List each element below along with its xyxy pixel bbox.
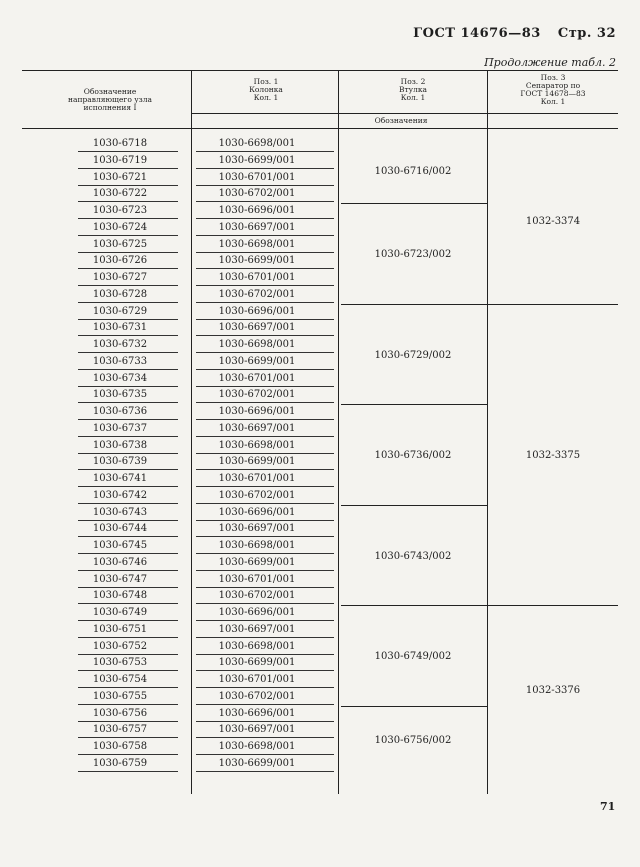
row-underline-column: [196, 771, 334, 772]
bushing-designation: 1030-6723/002: [374, 249, 452, 261]
page-header: [413, 26, 616, 41]
column-divider-1: [191, 70, 192, 794]
row-underline-column: [196, 151, 334, 152]
bushing-designation: 1030-6716/002: [374, 165, 452, 177]
guide-unit-designation: 1030-6726: [92, 255, 148, 267]
column-designation: 1030-6702/001: [218, 590, 296, 602]
row-underline-column: [196, 369, 334, 370]
row-underline-designation: [78, 151, 178, 152]
guide-unit-designation: 1030-6759: [92, 757, 148, 769]
row-underline-designation: [78, 654, 178, 655]
row-underline-column: [196, 235, 334, 236]
column-divider-3: [487, 70, 488, 794]
column-designation: 1030-6699/001: [218, 657, 296, 669]
row-underline-designation: [78, 419, 178, 420]
column-designation: 1030-6699/001: [218, 255, 296, 267]
header-pos3: Поз. 3 Сепаратор по ГОСТ 14678—83 Кол. 1: [520, 73, 586, 106]
bushing-designation: 1030-6756/002: [374, 735, 452, 746]
row-underline-column: [196, 570, 334, 571]
row-underline-column: [196, 486, 334, 487]
guide-unit-designation: 1030-6734: [92, 372, 148, 384]
row-underline-designation: [78, 168, 178, 169]
column-designation: 1030-6697/001: [218, 523, 296, 535]
header-bottom-border: [22, 128, 191, 129]
page-number: 71: [600, 800, 616, 813]
guide-unit-designation: 1030-6724: [92, 221, 148, 233]
row-underline-column: [196, 687, 334, 688]
column-designation: 1030-6698/001: [218, 339, 296, 350]
row-underline-column: [196, 553, 334, 554]
row-underline-column: [196, 185, 334, 186]
row-underline-designation: [78, 436, 178, 437]
row-underline-designation: [78, 252, 178, 253]
row-underline-column: [196, 704, 334, 705]
column-designation: 1030-6699/001: [218, 456, 296, 468]
column-designation: 1030-6697/001: [218, 623, 296, 635]
row-underline-column: [196, 587, 334, 588]
row-underline-column: [196, 654, 334, 655]
row-underline-column: [196, 252, 334, 253]
group-divider: [341, 505, 487, 506]
row-underline-designation: [78, 603, 178, 604]
row-underline-designation: [78, 185, 178, 186]
bushing-designation: 1030-6736/002: [374, 450, 452, 462]
column-designation: 1030-6698/001: [218, 640, 296, 652]
row-underline-column: [196, 218, 334, 219]
row-underline-designation: [78, 402, 178, 403]
guide-unit-designation: 1030-6739: [92, 456, 148, 468]
row-underline-designation: [78, 285, 178, 286]
row-underline-designation: [78, 721, 178, 722]
separator-designation: 1032-3374: [525, 215, 581, 227]
column-designation: 1030-6698/001: [218, 138, 296, 149]
row-underline-designation: [78, 687, 178, 688]
row-underline-designation: [78, 218, 178, 219]
row-underline-designation: [78, 520, 178, 521]
row-underline-designation: [78, 335, 178, 336]
group-divider: [341, 605, 487, 606]
row-underline-column: [196, 419, 334, 420]
header-pos2: Поз. 2 Втулка Кол. 1: [399, 77, 427, 102]
group-divider: [341, 203, 487, 204]
guide-unit-designation: 1030-6745: [92, 540, 148, 551]
row-underline-designation: [78, 670, 178, 671]
guide-unit-designation: 1030-6732: [92, 339, 148, 350]
guide-unit-designation: 1030-6741: [92, 473, 148, 484]
column-designation: 1030-6699/001: [218, 556, 296, 568]
row-underline-column: [196, 319, 334, 320]
guide-unit-designation: 1030-6749: [92, 607, 148, 618]
row-underline-column: [196, 335, 334, 336]
column-designation: 1030-6701/001: [218, 272, 296, 283]
row-underline-designation: [78, 771, 178, 772]
guide-unit-designation: 1030-6718: [92, 138, 148, 149]
guide-unit-designation: 1030-6751: [92, 623, 148, 635]
column-designation: 1030-6696/001: [218, 506, 296, 518]
separator-divider: [487, 304, 618, 305]
guide-unit-designation: 1030-6744: [92, 523, 148, 535]
row-underline-column: [196, 268, 334, 269]
guide-unit-designation: 1030-6756: [92, 707, 148, 719]
column-designation: 1030-6699/001: [218, 154, 296, 166]
row-underline-designation: [78, 319, 178, 320]
bushing-designation: 1030-6743/002: [374, 550, 452, 562]
column-designation: 1030-6698/001: [218, 238, 296, 250]
column-designation: 1030-6702/001: [218, 489, 296, 501]
column-designation: 1030-6701/001: [218, 473, 296, 484]
column-designation: 1030-6699/001: [218, 355, 296, 367]
row-underline-designation: [78, 268, 178, 269]
column-designation: 1030-6696/001: [218, 707, 296, 719]
row-underline-column: [196, 453, 334, 454]
row-underline-designation: [78, 637, 178, 638]
row-underline-column: [196, 168, 334, 169]
column-designation: 1030-6702/001: [218, 188, 296, 200]
row-underline-column: [196, 302, 334, 303]
row-underline-column: [196, 670, 334, 671]
guide-unit-designation: 1030-6738: [92, 439, 148, 451]
subheader-top-border: [191, 113, 618, 114]
guide-unit-designation: 1030-6736: [92, 406, 148, 417]
guide-unit-designation: 1030-6719: [92, 154, 148, 166]
separator-designation: 1032-3376: [525, 684, 581, 696]
guide-unit-designation: 1030-6743: [92, 506, 148, 518]
row-underline-column: [196, 754, 334, 755]
group-divider: [341, 304, 487, 305]
row-underline-column: [196, 520, 334, 521]
row-underline-designation: [78, 553, 178, 554]
column-designation: 1030-6696/001: [218, 406, 296, 417]
column-designation: 1030-6698/001: [218, 741, 296, 752]
guide-unit-designation: 1030-6721: [92, 171, 148, 183]
guide-unit-designation: 1030-6753: [92, 657, 148, 669]
row-underline-column: [196, 637, 334, 638]
column-designation: 1030-6697/001: [218, 422, 296, 434]
guide-unit-designation: 1030-6737: [92, 422, 148, 434]
guide-unit-designation: 1030-6723: [92, 205, 148, 216]
group-divider: [341, 706, 487, 707]
column-divider-2: [338, 70, 339, 794]
separator-divider: [487, 605, 618, 606]
guide-unit-designation: 1030-6729: [92, 305, 148, 317]
guide-unit-designation: 1030-6722: [92, 188, 148, 200]
row-underline-column: [196, 352, 334, 353]
page-label: Стр. 32: [557, 26, 616, 41]
row-underline-column: [196, 402, 334, 403]
row-underline-column: [196, 285, 334, 286]
row-underline-column: [196, 201, 334, 202]
row-underline-column: [196, 721, 334, 722]
guide-unit-designation: 1030-6727: [92, 272, 148, 283]
row-underline-column: [196, 386, 334, 387]
row-underline-column: [196, 737, 334, 738]
standard-number: ГОСТ 14676—83: [413, 26, 541, 41]
bushing-designation: 1030-6729/002: [374, 349, 452, 361]
guide-unit-designation: 1030-6752: [92, 640, 148, 652]
column-designation: 1030-6701/001: [218, 573, 296, 585]
group-divider: [341, 404, 487, 405]
bushing-designation: 1030-6749/002: [374, 651, 452, 663]
row-underline-designation: [78, 352, 178, 353]
guide-unit-designation: 1030-6758: [92, 741, 148, 752]
column-designation: 1030-6697/001: [218, 322, 296, 334]
guide-unit-designation: 1030-6754: [92, 674, 148, 685]
row-underline-designation: [78, 503, 178, 504]
column-designation: 1030-6698/001: [218, 439, 296, 451]
header-pos1: Поз. 1 Колонка Кол. 1: [249, 77, 283, 102]
row-underline-designation: [78, 486, 178, 487]
row-underline-column: [196, 603, 334, 604]
column-designation: 1030-6701/001: [218, 171, 296, 183]
separator-designation: 1032-3375: [525, 450, 581, 462]
row-underline-designation: [78, 235, 178, 236]
row-underline-column: [196, 469, 334, 470]
guide-unit-designation: 1030-6757: [92, 724, 148, 736]
column-designation: 1030-6696/001: [218, 205, 296, 216]
guide-unit-designation: 1030-6731: [92, 322, 148, 334]
row-underline-designation: [78, 570, 178, 571]
row-underline-designation: [78, 302, 178, 303]
row-underline-designation: [78, 453, 178, 454]
column-designation: 1030-6699/001: [218, 757, 296, 769]
guide-unit-designation: 1030-6735: [92, 389, 148, 401]
column-designation: 1030-6701/001: [218, 372, 296, 384]
column-designation: 1030-6702/001: [218, 288, 296, 300]
row-underline-column: [196, 436, 334, 437]
row-underline-designation: [78, 536, 178, 537]
column-designation: 1030-6702/001: [218, 389, 296, 401]
row-underline-designation: [78, 754, 178, 755]
row-underline-designation: [78, 737, 178, 738]
guide-unit-designation: 1030-6755: [92, 690, 148, 702]
row-underline-designation: [78, 386, 178, 387]
guide-unit-designation: 1030-6742: [92, 489, 148, 501]
guide-unit-designation: 1030-6733: [92, 355, 148, 367]
table-top-border: [22, 70, 618, 71]
table-continuation-label: Продолжение табл. 2: [484, 56, 616, 69]
guide-unit-designation: 1030-6746: [92, 556, 148, 568]
guide-unit-designation: 1030-6728: [92, 288, 148, 300]
row-underline-column: [196, 503, 334, 504]
row-underline-designation: [78, 704, 178, 705]
row-underline-column: [196, 620, 334, 621]
guide-unit-designation: 1030-6748: [92, 590, 148, 602]
column-designation: 1030-6701/001: [218, 674, 296, 685]
guide-unit-designation: 1030-6725: [92, 238, 148, 250]
row-underline-designation: [78, 469, 178, 470]
column-designation: 1030-6697/001: [218, 724, 296, 736]
row-underline-designation: [78, 369, 178, 370]
column-designation: 1030-6697/001: [218, 221, 296, 233]
row-underline-designation: [78, 620, 178, 621]
column-designation: 1030-6696/001: [218, 607, 296, 618]
guide-unit-designation: 1030-6747: [92, 573, 148, 585]
subheader-bottom-border: [191, 128, 618, 129]
row-underline-column: [196, 536, 334, 537]
column-designation: 1030-6702/001: [218, 690, 296, 702]
header-designations: Обозначения: [374, 116, 428, 125]
column-designation: 1030-6698/001: [218, 540, 296, 551]
row-underline-designation: [78, 201, 178, 202]
column-designation: 1030-6696/001: [218, 305, 296, 317]
row-underline-designation: [78, 587, 178, 588]
header-designation: Обозначение направляющего узла исполнения I: [68, 87, 152, 112]
